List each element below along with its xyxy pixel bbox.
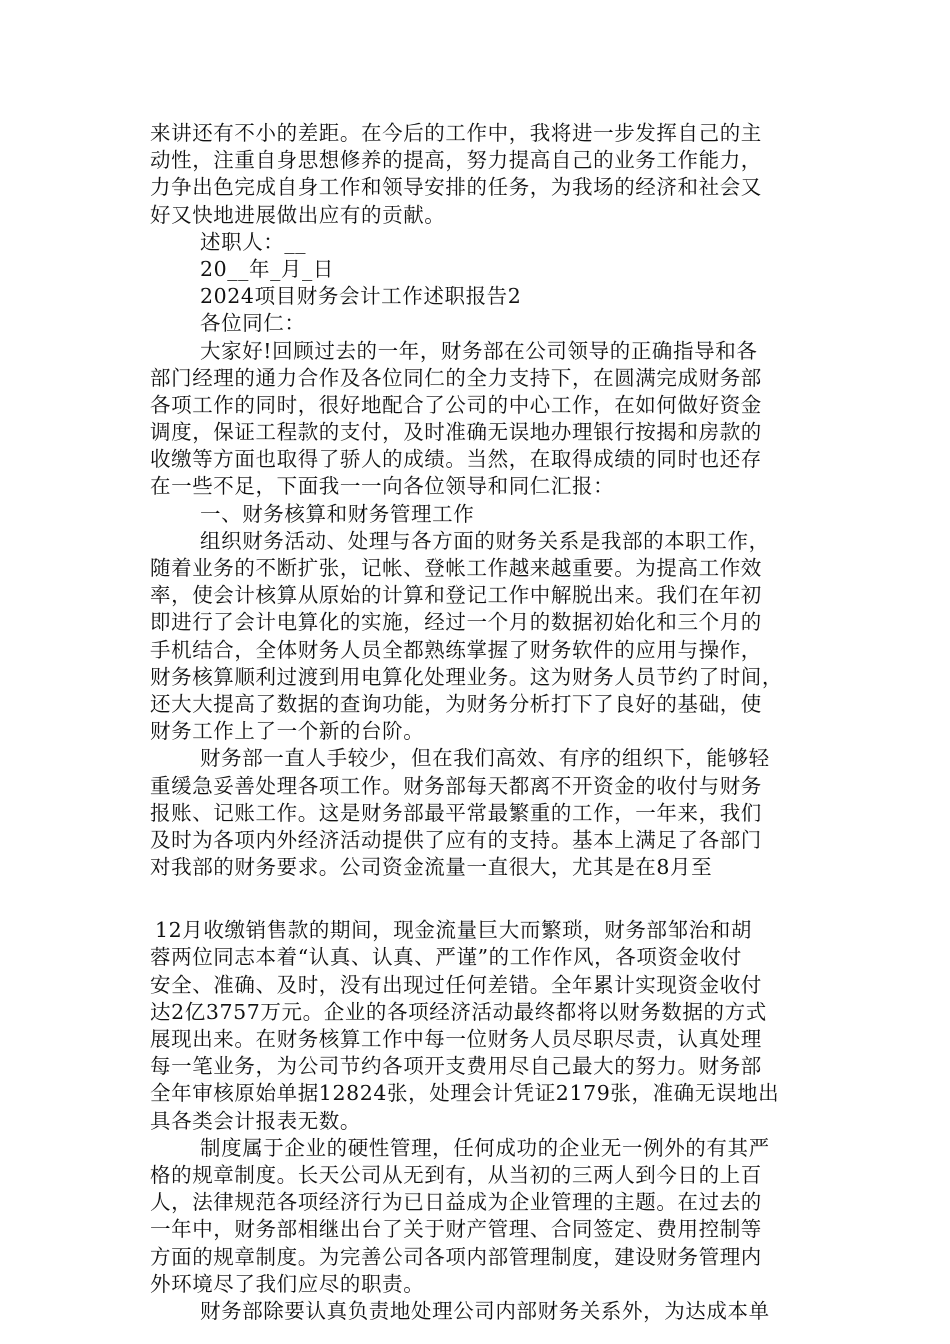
text-line: 随着业务的不断扩张，记帐、登帐工作越来越重要。为提高工作效 — [150, 556, 762, 580]
text-line: 展现出来。在财务核算工作中每一位财务人员尽职尽责，认真处理 — [150, 1027, 762, 1051]
text-line: 安全、准确、及时，没有出现过任何差错。全年累计实现资金收付 — [150, 972, 762, 997]
text-line: 蓉两位同志本着“认真、认真、严谨”的工作作风，各项资金收付 — [150, 945, 742, 970]
text-line: 一、财务核算和财务管理工作 — [200, 501, 475, 526]
text-line: 力争出色完成自身工作和领导安排的任务，为我场的经济和社会又 — [150, 175, 762, 200]
text-line: 在一些不足，下面我一一向各位领导和同仁汇报： — [150, 474, 615, 499]
page-gap — [150, 881, 802, 917]
text-line: 好又快地进展做出应有的贡献。 — [150, 202, 446, 227]
text-line: 一年中，财务部相继出台了关于财产管理、合同签定、费用控制等 — [150, 1217, 762, 1242]
text-line: 组织财务活动、处理与各方面的财务关系是我部的本职工作， — [200, 528, 770, 553]
text-line: 各项工作的同时，很好地配合了公司的中心工作，在如何做好资金 — [150, 392, 762, 417]
text-line: 手机结合，全体财务人员全都熟练掌握了财务软件的应用与操作， — [150, 637, 762, 662]
text-line: 具各类会计报表无数。 — [150, 1108, 361, 1133]
text-line: 12月收缴销售款的期间，现金流量巨大而繁琐，财务部邹治和胡 — [155, 918, 752, 943]
text-line: 达2亿3757万元。企业的各项经济活动最终都将以财务数据的方式 — [150, 999, 767, 1024]
text-line: 人，法律规范各项经济行为已日益成为企业管理的主题。在过去的 — [150, 1190, 762, 1215]
text-line: 还大大提高了数据的查询功能，为财务分析打下了良好的基础，使 — [150, 691, 762, 716]
text-line: 各位同仁： — [200, 311, 306, 336]
text-line: 全年审核原始单据12824张，处理会计凭证2179张，准确无误地出 — [150, 1081, 780, 1106]
text-line: 2024项目财务会计工作述职报告2 — [200, 284, 522, 309]
text-line: 外环境尽了我们应尽的职责。 — [150, 1271, 425, 1296]
text-line: 对我部的财务要求。公司资金流量一直很大，尤其是在8月至 — [150, 855, 713, 880]
text-line: 收缴等方面也取得了骄人的成绩。当然，在取得成绩的同时也还存 — [150, 447, 762, 472]
text-line: 及时为各项内外经济活动提供了应有的支持。基本上满足了各部门 — [150, 827, 762, 852]
text-line: 格的规章制度。长天公司从无到有，从当初的三两人到今日的上百 — [150, 1162, 762, 1187]
text-line: 财务核算顺利过渡到用电算化处理业务。这为财务人员节约了时间， — [150, 664, 783, 689]
text-block-2 — [150, 917, 802, 1325]
text-line: 率，使会计核算从原始的计算和登记工作中解脱出来。我们在年初 — [150, 583, 762, 608]
text-line: 20__年_月_日 — [200, 256, 334, 281]
text-line: 制度属于企业的硬性管理，任何成功的企业无一例外的有其严 — [200, 1135, 770, 1160]
text-line: 即进行了会计电算化的实施，经过一个月的数据初始化和三个月的 — [150, 610, 762, 635]
text-line: 财务部一直人手较少，但在我们高效、有序的组织下，能够轻 — [200, 746, 770, 771]
text-line: 述职人：__ — [200, 229, 307, 254]
document-body — [150, 120, 802, 1325]
text-line: 重缓急妥善处理各项工作。财务部每天都离不开资金的收付与财务 — [150, 773, 762, 798]
text-line: 大家好!回顾过去的一年，财务部在公司领导的正确指导和各 — [200, 338, 758, 363]
text-block-1 — [150, 120, 802, 881]
text-line: 财务部除要认真负责地处理公司内部财务关系外，为达成本单 — [200, 1298, 770, 1323]
text-line: 报账、记账工作。这是财务部最平常最繁重的工作，一年来，我们 — [150, 800, 762, 825]
text-line: 来讲还有不小的差距。在今后的工作中，我将进一步发挥自己的主 — [150, 121, 762, 145]
text-line: 方面的规章制度。为完善公司各项内部管理制度，建设财务管理内 — [150, 1244, 762, 1269]
text-line: 部门经理的通力合作及各位同仁的全力支持下，在圆满完成财务部 — [150, 365, 762, 390]
text-line: 每一笔业务，为公司节约各项开支费用尽自己最大的努力。财务部 — [150, 1054, 762, 1079]
text-line: 财务工作上了一个新的台阶。 — [150, 719, 425, 744]
text-line: 动性，注重自身思想修养的提高，努力提高自己的业务工作能力， — [150, 148, 762, 173]
text-line: 调度，保证工程款的支付，及时准确无误地办理银行按揭和房款的 — [150, 420, 762, 445]
